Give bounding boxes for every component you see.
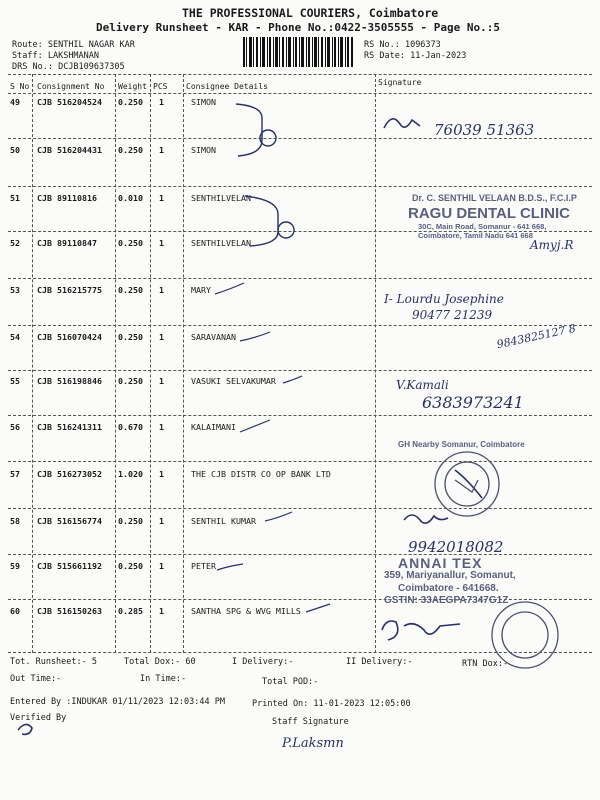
row-consignee: KALAIMANI [191, 422, 236, 432]
row-consignment: CJB 516070424 [37, 332, 102, 342]
printed-on: Printed On: 11-01-2023 12:05:00 [252, 699, 411, 709]
in-time: In Time:- [140, 674, 187, 684]
row-weight: 0.250 [118, 285, 143, 295]
row-consignee: SENTHILVELAN [191, 193, 251, 203]
tick-marks [215, 283, 330, 612]
row-consignment: CJB 516273052 [37, 469, 102, 479]
row-consignee: VASUKI SELVAKUMAR [191, 376, 276, 386]
row-sno: 59 [10, 561, 20, 571]
total-dox: Total Dox:- 60 [124, 657, 196, 667]
row-consignment: CJB 89110816 [37, 193, 97, 203]
bracket-mark [245, 196, 294, 246]
row-consignee: SIMON [191, 145, 216, 155]
drs-label: DRS No.: [12, 62, 53, 72]
row-weight: 0.285 [118, 606, 143, 616]
row-consignee: PETER [191, 561, 216, 571]
row-consignment: CJB 516156774 [37, 516, 102, 526]
stamp-text: ANNAI TEX [398, 555, 483, 571]
col-header-pcs: PCS [153, 82, 168, 91]
row-consignment: CJB 516241311 [37, 422, 102, 432]
tot-runsheet: Tot. Runsheet:- 5 [10, 657, 97, 667]
stamp-text: Coimbatore, Tamil Nadu 641 668 [418, 231, 533, 240]
staff-handwritten-signature: P.Laksmn [282, 736, 344, 751]
row-sno: 51 [10, 193, 20, 203]
row-consignment: CJB 516150263 [37, 606, 102, 616]
handwritten-name: V.Kamali [396, 378, 449, 392]
stamp-text: GSTIN: 33AEGPA7347G1Z [384, 595, 509, 606]
rs-date-value: 11-Jan-2023 [410, 51, 467, 61]
handwritten-phone: 9942018082 [408, 538, 504, 556]
row-pcs: 1 [159, 97, 164, 107]
row-weight: 1.020 [118, 469, 143, 479]
row-sno: 60 [10, 606, 20, 616]
row-pcs: 1 [159, 145, 164, 155]
handwritten-phone: 9843825127 8 [495, 321, 577, 352]
row-consignee: SIMON [191, 97, 216, 107]
runsheet-subtitle: Delivery Runsheet - KAR - Phone No.:0422-3505555 - Page No.:5 [96, 21, 500, 34]
stamp-text: 30C, Main Road, Somanur - 641 668, [418, 222, 547, 231]
handwritten-phone: 90477 21239 [412, 308, 493, 322]
row-consignee: SENTHIL KUMAR [191, 516, 256, 526]
row-pcs: 1 [159, 561, 164, 571]
row-pcs: 1 [159, 285, 164, 295]
rs-date-label: RS Date: [364, 51, 405, 61]
total-pod: Total POD:- [262, 677, 319, 687]
row-pcs: 1 [159, 516, 164, 526]
verified-by: Verified By [10, 713, 67, 723]
row-sno: 55 [10, 376, 20, 386]
row-sno: 52 [10, 238, 20, 248]
handwritten-phone: 76039 51363 [434, 121, 535, 139]
row-weight: 0.250 [118, 145, 143, 155]
row-consignment: CJB 516204524 [37, 97, 102, 107]
row-weight: 0.250 [118, 97, 143, 107]
row-pcs: 1 [159, 238, 164, 248]
row-pcs: 1 [159, 606, 164, 616]
row-consignee: THE CJB DISTR CO OP BANK LTD [191, 469, 331, 479]
row-pcs: 1 [159, 376, 164, 386]
col-header-consignee: Consignee Details [186, 82, 268, 91]
row-consignee: SANTHA SPG & WVG MILLS [191, 606, 301, 616]
stamp-text: Dr. C. SENTHIL VELAAN B.D.S., F.C.I.P [412, 193, 577, 203]
row-consignment: CJB 89110847 [37, 238, 97, 248]
row-sno: 57 [10, 469, 20, 479]
col-header-signature: Signature [378, 78, 422, 87]
row-weight: 0.250 [118, 516, 143, 526]
bracket-mark [236, 104, 276, 156]
row-pcs: 1 [159, 422, 164, 432]
col-header-consignment: Consignment No [37, 82, 105, 91]
stamp-text: Coimbatore - 641668. [398, 583, 499, 594]
row-weight: 0.010 [118, 193, 143, 203]
row-sno: 53 [10, 285, 20, 295]
handwritten-signature: Amyj.R [530, 238, 574, 252]
round-seal [435, 452, 499, 516]
rtn-dox: RTN Dox:- [462, 659, 509, 669]
staff-signature-label: Staff Signature [272, 717, 349, 727]
staff-label: Staff: [12, 51, 43, 61]
row-weight: 0.670 [118, 422, 143, 432]
page-title: THE PROFESSIONAL COURIERS, Coimbatore [182, 6, 439, 20]
row-weight: 0.250 [118, 332, 143, 342]
row-sno: 58 [10, 516, 20, 526]
entered-by: Entered By :INDUKAR 01/11/2023 12:03:44 PM [10, 697, 225, 707]
row-pcs: 1 [159, 332, 164, 342]
ii-delivery: II Delivery:- [346, 657, 413, 667]
drs-value: DCJB109637305 [58, 62, 125, 72]
row-weight: 0.250 [118, 376, 143, 386]
i-delivery: I Delivery:- [232, 657, 294, 667]
row-consignment: CJB 516204431 [37, 145, 102, 155]
rs-no-value: 1096373 [404, 40, 441, 50]
row-consignment: CJB 516198846 [37, 376, 102, 386]
row-weight: 0.250 [118, 238, 143, 248]
stamp-text: 359, Mariyanallur, Somanut, [384, 570, 516, 581]
row-weight: 0.250 [118, 561, 143, 571]
row-sno: 56 [10, 422, 20, 432]
staff-value: LAKSHMANAN [47, 51, 100, 61]
row-sno: 54 [10, 332, 20, 342]
col-header-sno: S No [10, 82, 30, 91]
handwritten-phone: 6383973241 [422, 393, 524, 412]
row-sno: 50 [10, 145, 20, 155]
out-time: Out Time:- [10, 674, 62, 684]
stamp-text: GH Nearby Somanur, Coimbatore [398, 440, 525, 449]
row-consignee: SARAVANAN [191, 332, 236, 342]
row-consignee: SENTHILVELAN [191, 238, 251, 248]
stamp-text: RAGU DENTAL CLINIC [408, 205, 570, 222]
route-label: Route: [12, 40, 43, 50]
row-consignment: CJB 516215775 [37, 285, 102, 295]
row-consignment: CJB 515661192 [37, 561, 102, 571]
row-sno: 49 [10, 97, 20, 107]
rs-no-label: RS No.: [364, 40, 400, 50]
row-consignee: MARY [191, 285, 211, 295]
row-pcs: 1 [159, 469, 164, 479]
row-pcs: 1 [159, 193, 164, 203]
route-value: SENTHIL NAGAR KAR [47, 40, 135, 50]
col-header-weight: Weight [118, 82, 147, 91]
handwritten-name: I- Lourdu Josephine [384, 292, 504, 306]
